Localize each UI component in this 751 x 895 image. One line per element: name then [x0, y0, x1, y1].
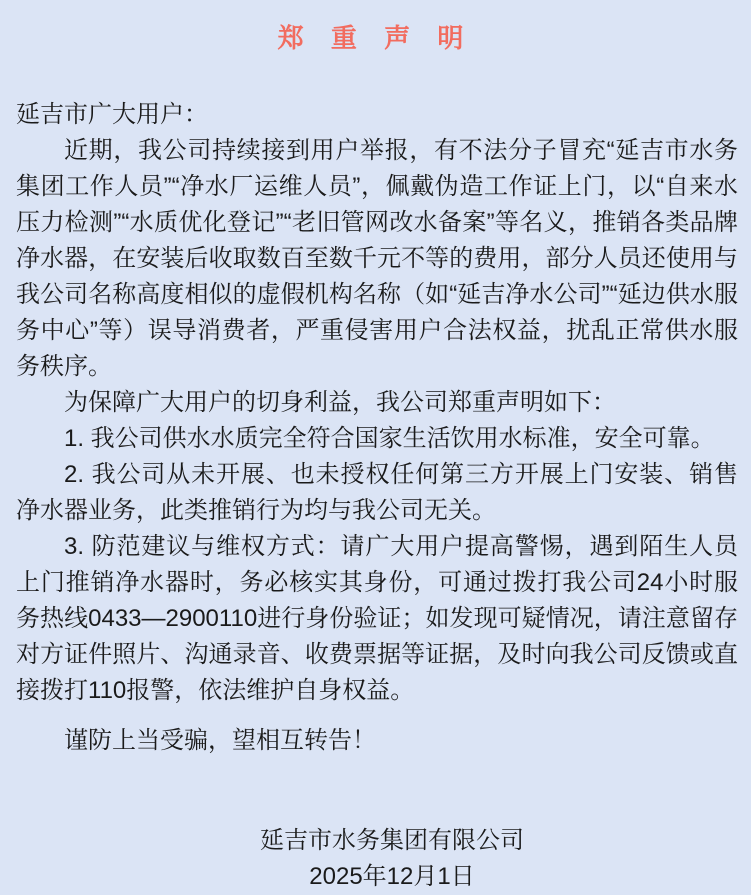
- signature-block: [16, 823, 738, 895]
- signature-date: 2025年12月1日: [309, 863, 475, 890]
- page-title: 郑 重 声 明: [277, 23, 474, 53]
- notice-body: [0, 97, 751, 895]
- company-name: 延吉市水务集团有限公司: [260, 827, 524, 854]
- paragraph-item-2: 2. 我公司从未开展、也未授权任何第三方开展上门安装、销售净水器业务，此类推销行为均与我公司无关。: [16, 461, 738, 524]
- paragraph-item-1: 1. 我公司供水水质完全符合国家生活饮用水标准，安全可靠。: [64, 425, 715, 452]
- closing-line: 谨防上当受骗，望相互转告！: [64, 727, 376, 754]
- paragraph-item-3: 3. 防范建议与维权方式：请广大用户提高警惕，遇到陌生人员上门推销净水器时，务必核实其身份，可通过拨打我公司24小时服务热线0433—2900110进行身份验证；如发现可疑情况，请注意留存对方证件照片、沟通录音、收费票据等证据，及时向我公司反馈或直接拨打110报警，依法维护自身权益。: [16, 533, 738, 704]
- salutation: 延吉市广大用户：: [16, 101, 208, 128]
- paragraph-declaration-intro: 为保障广大用户的切身利益，我公司郑重声明如下：: [64, 389, 616, 416]
- paragraph-incident: 近期，我公司持续接到用户举报，有不法分子冒充“延吉市水务集团工作人员”“净水厂运维人员”，佩戴伪造工作证上门，以“自来水压力检测”“水质优化登记”“老旧管网改水备案”等名义，推销各类品牌净水器，在安装后收取数百至数千元不等的费用，部分人员还使用与我公司名称高度相似的虚假机构名称（如“延吉净水公司”“延边供水服务中心”等）误导消费者，严重侵害用户合法权益，扰乱正常供水服务秩序。: [16, 137, 738, 380]
